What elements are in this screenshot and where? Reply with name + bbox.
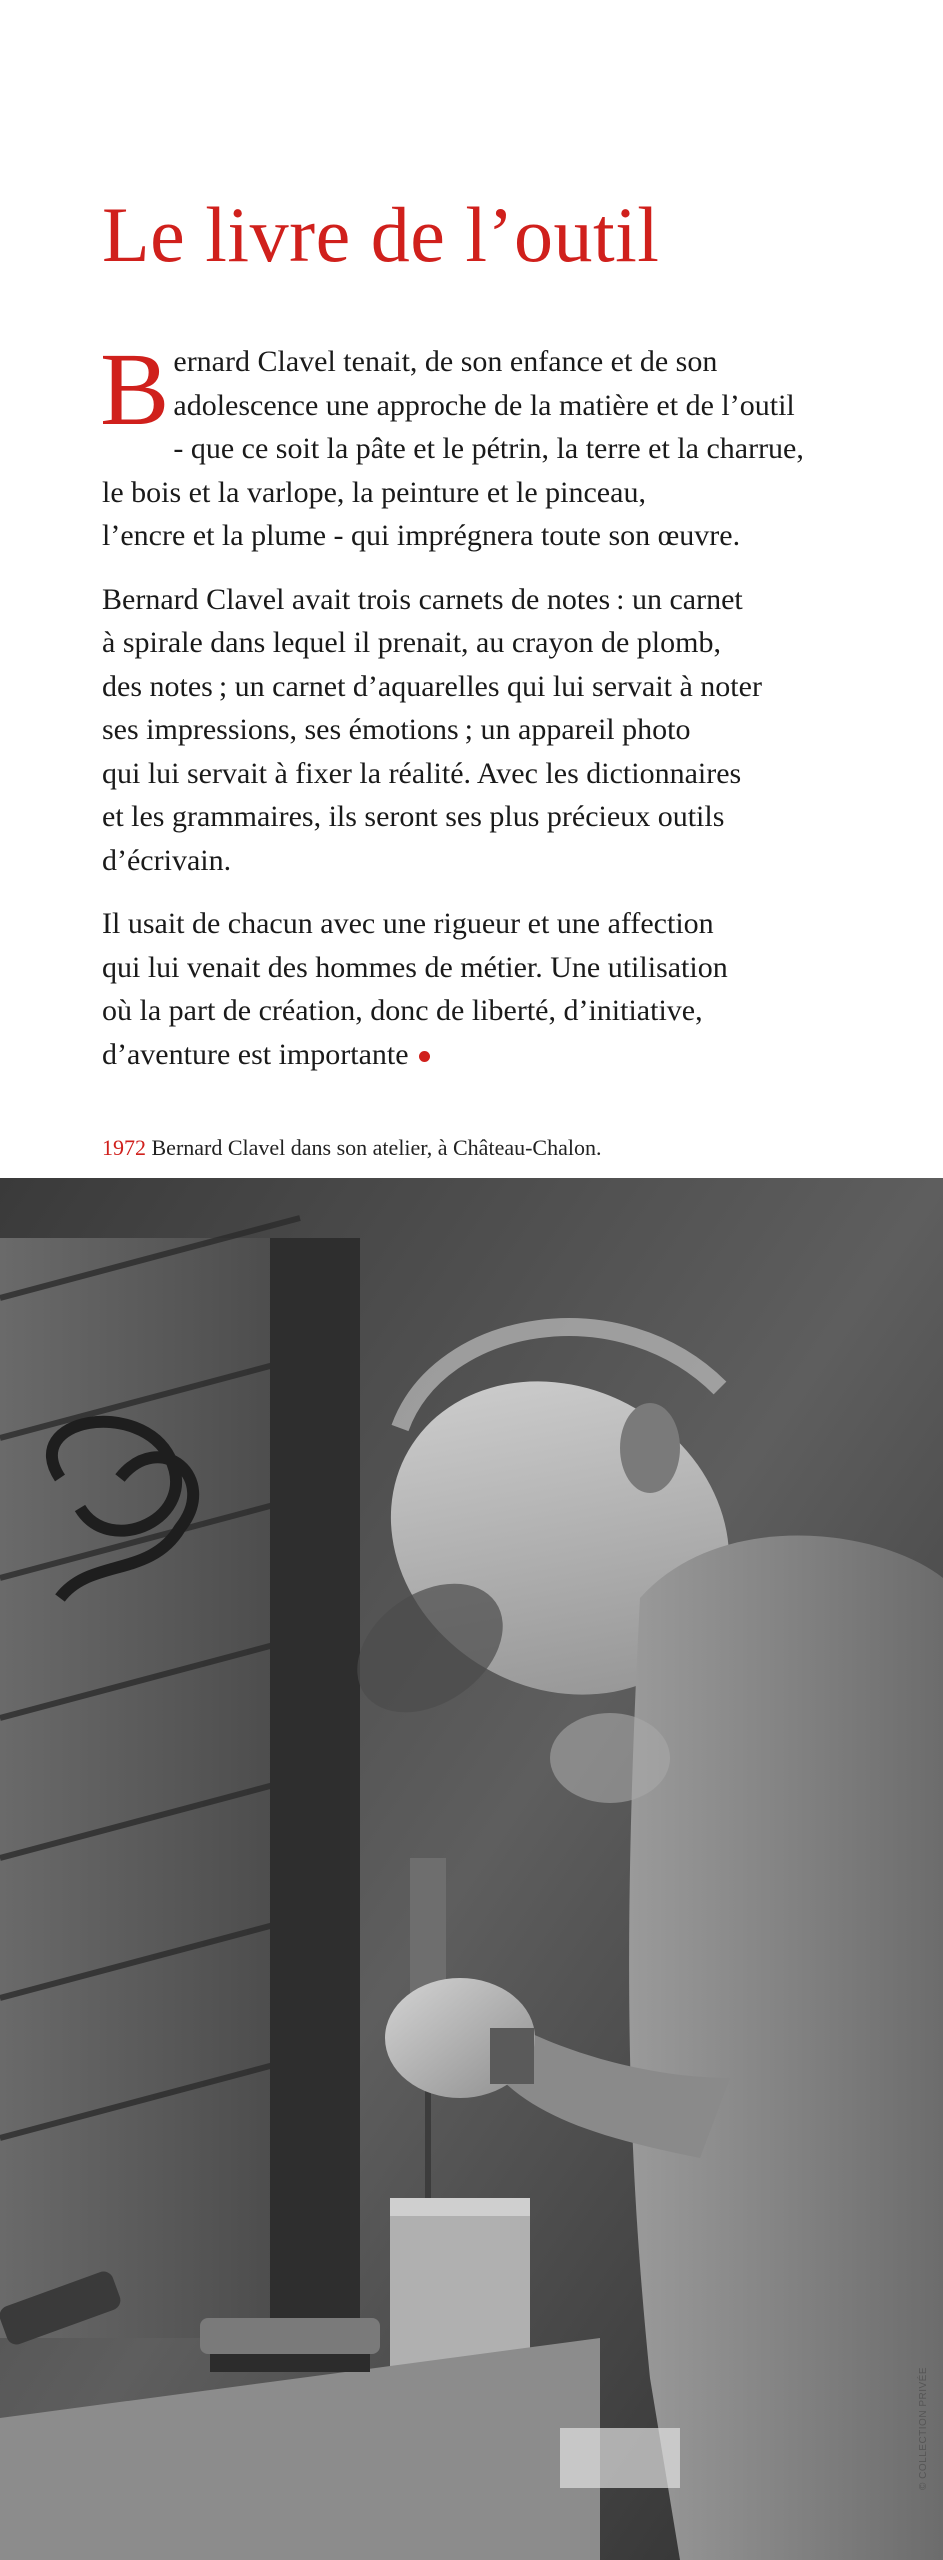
photo-caption bbox=[102, 1133, 601, 1163]
text-line: adolescence une approche de la matière et de l’outil bbox=[173, 388, 795, 422]
text-line: ernard Clavel tenait, de son enfance et de son bbox=[173, 345, 718, 378]
text-line: Il usait de chacun avec une rigueur et une affection bbox=[102, 907, 714, 940]
workshop-photo bbox=[0, 1178, 943, 2560]
paragraph-3 bbox=[102, 902, 822, 1076]
body-text bbox=[100, 332, 822, 1096]
page-title: Le livre de l’outil bbox=[102, 191, 660, 278]
paragraph-1 bbox=[100, 332, 822, 558]
drop-cap: B bbox=[100, 332, 170, 447]
text-line: et les grammaires, ils seront ses plus précieux outils bbox=[102, 800, 725, 833]
text-line: ses impressions, ses émotions ; un appareil photo bbox=[102, 713, 691, 746]
text-line: le bois et la varlope, la peinture et le pinceau, bbox=[102, 475, 646, 509]
text-line-end: d’aventure est importante bbox=[102, 1037, 409, 1071]
text-line: - que ce soit la pâte et le pétrin, la terre et la charrue, bbox=[173, 432, 804, 465]
end-mark-dot bbox=[419, 1051, 430, 1062]
text-line-last bbox=[102, 1033, 822, 1077]
text-line: l’encre et la plume - qui imprégnera toute son œuvre. bbox=[102, 519, 741, 552]
text-line: qui lui servait à fixer la réalité. Avec les dictionnaires bbox=[102, 756, 742, 790]
paragraph-2 bbox=[102, 578, 822, 883]
workshop-photo-illustration bbox=[0, 1178, 943, 2560]
text-line: où la part de création, donc de liberté, d’initiative, bbox=[102, 994, 703, 1027]
text-line: des notes ; un carnet d’aquarelles qui lui servait à noter bbox=[102, 669, 762, 703]
text-line: à spirale dans lequel il prenait, au crayon de plomb, bbox=[102, 626, 721, 659]
caption-year: 1972 bbox=[102, 1135, 146, 1160]
text-line: Bernard Clavel avait trois carnets de notes : un carnet bbox=[102, 582, 743, 616]
text-line: d’écrivain. bbox=[102, 843, 232, 877]
photo-credit: © COLLECTION PRIVÉE bbox=[918, 2366, 929, 2490]
caption-text: Bernard Clavel dans son atelier, à Château-Chalon. bbox=[151, 1135, 602, 1160]
text-line: qui lui venait des hommes de métier. Une utilisation bbox=[102, 950, 728, 984]
